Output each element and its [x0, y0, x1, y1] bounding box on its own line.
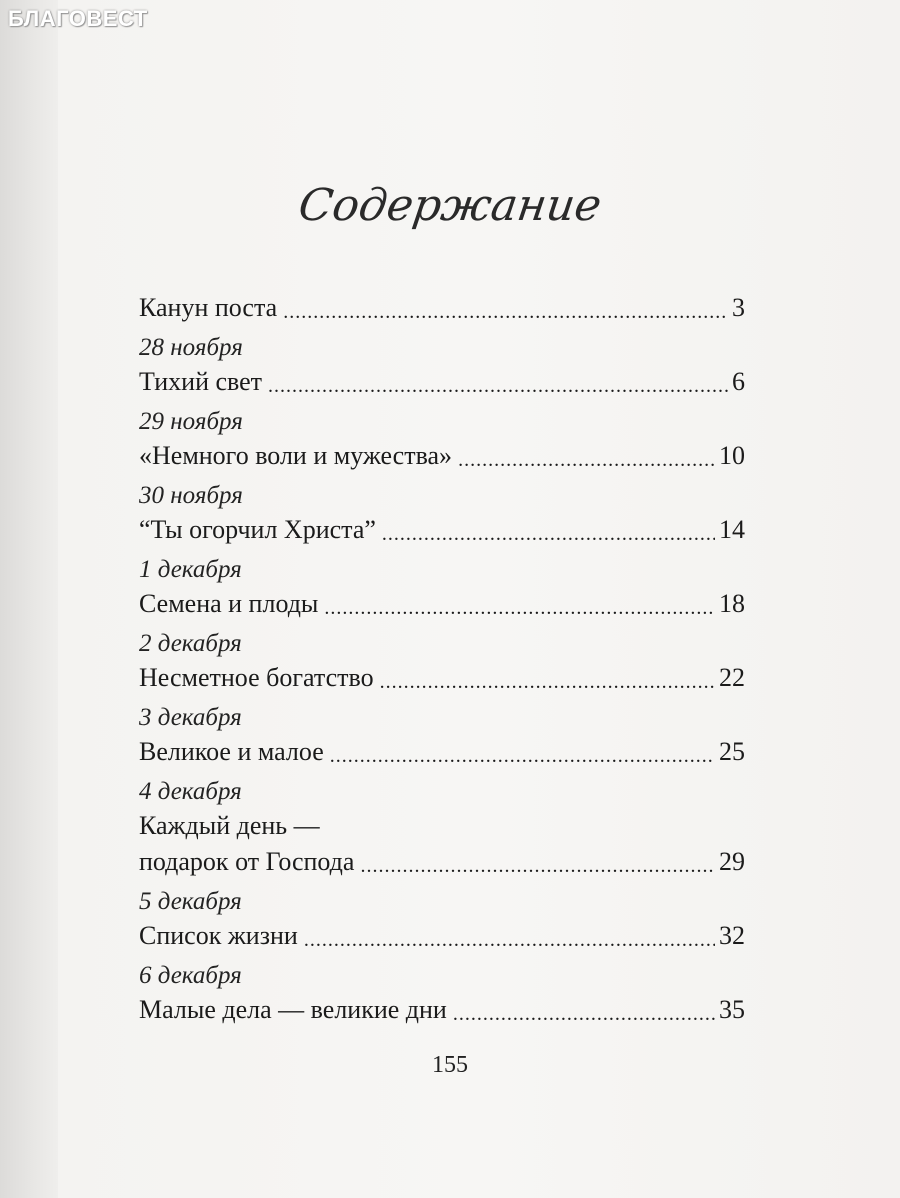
toc-title: Семена и плоды [139, 589, 319, 618]
toc-entry [139, 702, 745, 770]
toc-row [139, 918, 745, 954]
toc-row [139, 844, 745, 880]
toc-row [139, 290, 745, 326]
toc-date: 3 декабря [139, 704, 242, 731]
toc-page: 32 [719, 921, 745, 950]
toc-title: “Ты огорчил Христа” [139, 515, 376, 544]
toc-page: 35 [719, 995, 745, 1024]
page-number: 155 [432, 1052, 468, 1078]
dot-leader [330, 742, 715, 770]
toc-row [139, 512, 745, 548]
toc-entry [139, 332, 745, 400]
toc-row [139, 438, 745, 474]
toc-date: 30 ноября [139, 482, 243, 509]
dot-leader [458, 446, 715, 474]
toc-entry [139, 776, 745, 880]
toc-entry [139, 628, 745, 696]
toc-title-first-line: Каждый день — [139, 811, 320, 840]
toc-page: 29 [719, 847, 745, 876]
toc-page: 10 [719, 441, 745, 470]
toc-title: Несметное богатство [139, 663, 374, 692]
toc-entry [139, 886, 745, 954]
toc-entry [139, 554, 745, 622]
dot-leader [360, 852, 715, 880]
toc-title: Великое и малое [139, 737, 324, 766]
toc-entry [139, 480, 745, 548]
dot-leader [380, 668, 715, 696]
toc-date: 1 декабря [139, 556, 242, 583]
toc-entry [139, 406, 745, 474]
toc-page: 14 [719, 515, 745, 544]
toc-page: 6 [732, 367, 745, 396]
dot-leader [283, 298, 728, 326]
watermark-logo: БЛАГОВЕСТ [8, 6, 148, 31]
toc-title: Список жизни [139, 921, 298, 950]
toc-row [139, 364, 745, 400]
toc-title: подарок от Господа [139, 847, 355, 876]
toc-date: 6 декабря [139, 962, 242, 989]
dot-leader [268, 372, 728, 400]
toc-title: «Немного воли и мужества» [139, 441, 453, 470]
toc-title: Канун поста [139, 293, 278, 322]
toc-date: 2 декабря [139, 630, 242, 657]
table-of-contents [139, 290, 745, 1028]
toc-row [139, 992, 745, 1028]
toc-title: Малые дела — великие дни [139, 995, 447, 1024]
toc-title: Тихий свет [139, 367, 263, 396]
toc-date: 4 декабря [139, 778, 242, 805]
toc-page: 3 [732, 293, 745, 322]
dot-leader [324, 594, 715, 622]
toc-date: 28 ноября [139, 334, 243, 361]
toc-row [139, 586, 745, 622]
toc-row [139, 660, 745, 696]
toc-date: 29 ноября [139, 408, 243, 435]
toc-date: 5 декабря [139, 888, 242, 915]
toc-entry [139, 960, 745, 1028]
toc-page: 25 [719, 737, 745, 766]
dot-leader [382, 520, 715, 548]
dot-leader [304, 926, 715, 954]
toc-entry [139, 290, 745, 326]
toc-page: 22 [719, 663, 745, 692]
page-title: Содержание [295, 180, 605, 231]
toc-row [139, 734, 745, 770]
toc-page: 18 [719, 589, 745, 618]
dot-leader [453, 1000, 715, 1028]
